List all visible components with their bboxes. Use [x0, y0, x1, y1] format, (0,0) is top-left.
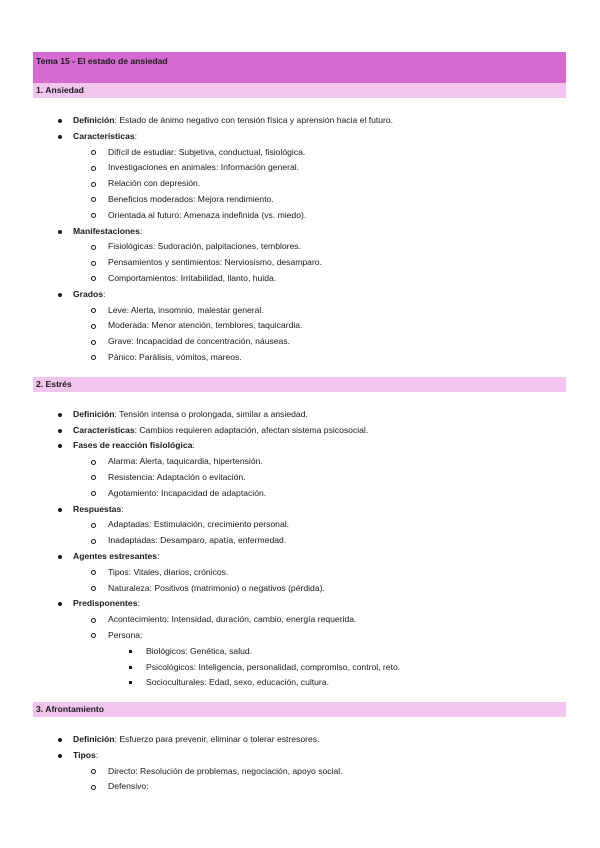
bullet-item: [33, 113, 566, 129]
bullet-text: Estado de ánimo negativo con tensión física y aprensión hacia el futuro.: [116, 115, 394, 125]
bullet-term: Agentes estresantes: [73, 550, 158, 561]
bullet-item: [33, 549, 566, 596]
bullet-sep: :: [192, 440, 195, 451]
sub-item: Leve: Alerta, insomnio, malestar general.: [73, 303, 566, 319]
section-heading: 3. Afrontamiento: [33, 702, 566, 717]
bullet-item: [33, 596, 566, 691]
bullet-term: Respuestas: [73, 503, 122, 514]
spacer: [33, 717, 566, 732]
sub-list: [73, 764, 566, 796]
bullet-item: [33, 129, 566, 224]
bullet-term: Características: [73, 424, 135, 435]
sub-item: Tipos: Vitales, diarios, crónicos.: [73, 565, 566, 581]
bullet-list: [33, 407, 566, 691]
bullet-item: [33, 423, 566, 439]
bullet-text: Esfuerzo para prevenir, eliminar o tolerar estresores.: [116, 734, 320, 745]
bullet-term: Manifestaciones: [73, 225, 140, 236]
bullet-item: [33, 287, 566, 366]
subsub-item: Psicológicos: Inteligencia, personalidad, compromiso, control, reto.: [108, 660, 566, 676]
sub-item: Beneficios moderados: Mejora rendimiento.: [73, 192, 566, 208]
bullet-sep: :: [114, 734, 117, 745]
section-heading: 2. Estrés: [33, 377, 566, 392]
sub-item: Defensivo:: [73, 779, 566, 795]
sub-item: Inadaptadas: Desamparo, apatía, enfermedad.: [73, 533, 566, 549]
sub-item: Orientada al futuro: Amenaza indefinida (vs. miedo).: [73, 208, 566, 224]
bullet-sep: :: [103, 288, 106, 299]
spacer: [33, 98, 566, 113]
bullet-term: Fases de reacción fisiológica: [73, 440, 193, 451]
sub-list: [73, 565, 566, 597]
bullet-item: [33, 438, 566, 501]
sub-item: Grave: Incapacidad de concentración, náuseas.: [73, 334, 566, 350]
bullet-term: Grados: [73, 288, 104, 299]
bullet-sep: :: [121, 503, 124, 514]
subsub-list: [108, 644, 566, 691]
sub-list: [73, 239, 566, 286]
bullet-text: Tensión intensa o prolongada, similar a ansiedad.: [116, 408, 308, 419]
bullet-sep: :: [139, 225, 143, 236]
bullet-text: Cambios requieren adaptación, afectan sistema psicosocial.: [137, 424, 369, 435]
document-body: [33, 83, 566, 795]
bullet-sep: :: [134, 424, 138, 435]
bullet-term: Definición: [73, 734, 115, 745]
bullet-sep: :: [137, 598, 140, 609]
sub-item: Acontecimiento: Intensidad, duración, cambio, energía requerida.: [73, 612, 566, 628]
bullet-item: [33, 407, 566, 423]
bullet-sep: :: [114, 115, 117, 125]
document-page: [33, 52, 566, 795]
spacer: [33, 366, 566, 377]
bullet-item: [33, 224, 566, 287]
spacer: [33, 691, 566, 702]
bullet-term: Definición: [73, 408, 115, 419]
sub-list: [73, 303, 566, 366]
subsub-item: Socioculturales: Edad, sexo, educación, cultura.: [108, 675, 566, 691]
bullet-sep: :: [95, 749, 99, 760]
bullet-term: Características: [73, 130, 135, 141]
bullet-term: Tipos: [73, 749, 96, 760]
sub-list: [73, 454, 566, 501]
bullet-sep: :: [157, 550, 160, 561]
document-title: Tema 15 - El estado de ansiedad: [33, 52, 566, 83]
sub-list: [73, 517, 566, 549]
sub-item-text: Persona:: [108, 629, 143, 640]
sub-item: Investigaciones en animales: Información general.: [73, 160, 566, 176]
sub-item: Resistencia: Adaptación o evitación.: [73, 470, 566, 486]
sub-item: Difícil de estudiar: Subjetiva, conductual, fisiológica.: [73, 145, 566, 161]
sub-item: Pánico: Parálisis, vómitos, mareos.: [73, 350, 566, 366]
sub-item: Moderada: Menor atención, temblores, taquicardia.: [73, 318, 566, 334]
sub-item: Fisiológicas: Sudoración, palpitaciones, temblores.: [73, 239, 566, 255]
sub-item: [73, 628, 566, 691]
sub-item: Directo: Resolución de problemas, negociación, apoyo social.: [73, 764, 566, 780]
section-heading: 1. Ansiedad: [33, 83, 566, 98]
bullet-term: Definición: [73, 115, 115, 125]
bullet-item: [33, 502, 566, 549]
sub-item: Comportamientos: Irritabilidad, llanto, huida.: [73, 271, 566, 287]
bullet-item: [33, 732, 566, 748]
sub-item: Pensamientos y sentimientos: Nerviosismo, desamparo.: [73, 255, 566, 271]
bullet-list: [33, 113, 566, 366]
bullet-sep: :: [134, 130, 138, 141]
bullet-term: Predisponentes: [73, 598, 138, 609]
bullet-sep: :: [114, 408, 117, 419]
sub-list: [73, 612, 566, 691]
bullet-list: [33, 732, 566, 795]
sub-item: Alarma: Alerta, taquicardia, hipertensión.: [73, 454, 566, 470]
sub-item: Naturaleza: Positivos (matrimonio) o negativos (pérdida).: [73, 581, 566, 597]
sub-item: Relación con depresión.: [73, 176, 566, 192]
sub-item: Agotamiento: Incapacidad de adaptación.: [73, 486, 566, 502]
subsub-item: Biológicos: Genética, salud.: [108, 644, 566, 660]
spacer: [33, 392, 566, 407]
bullet-item: [33, 748, 566, 795]
sub-list: [73, 145, 566, 224]
sub-item: Adaptadas: Estimulación, crecimiento personal.: [73, 517, 566, 533]
